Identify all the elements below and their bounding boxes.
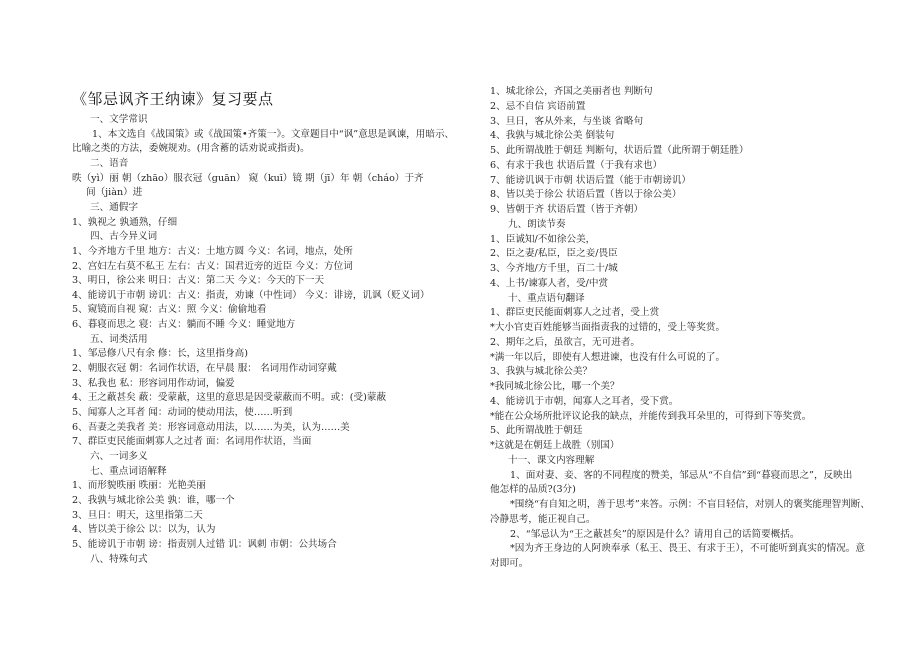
text-line: 1、本文选自《战国策》或《战国策•齐策一》。文章题目中“讽”意思是讽谏，用暗示、 xyxy=(92,128,455,140)
text-line: 2、臣之妻/私臣，臣之妾/畏臣 xyxy=(490,248,618,260)
text-line: *围绕“有自知之明，善于思考”来答。示例：不盲目轻信，对别人的褒奖能理智判断、 xyxy=(510,499,870,510)
text-line: 他怎样的品质?(3分) xyxy=(490,484,576,496)
text-line: 3、我孰与城北徐公美？ xyxy=(490,366,593,378)
text-line: 对即可。 xyxy=(490,558,529,569)
text-line: 昳（yì）丽 朝（zhāo）服衣冠（guān） 窥（kuī）镜 期（jī）年 朝（cháo）于齐 xyxy=(72,172,424,184)
text-line: 7、能谤讥讽于市朝 状语后置（能于市朝谤讥） xyxy=(490,174,692,186)
text-line: 六、一词多义 xyxy=(90,450,148,462)
text-line: 3、旦日，客从外来，与坐谈 省略句 xyxy=(490,115,644,127)
text-line: 九、朗读节奏 xyxy=(508,218,566,230)
text-line: 9、皆朝于齐 状语后置（皆于齐朝） xyxy=(490,204,644,215)
text-line: *满一年以后，即使有人想进谏，也没有什么可说的了。 xyxy=(490,351,726,363)
text-line: 5、此所谓战胜于朝廷 判断句，状语后置（此所谓于朝廷胜） xyxy=(490,145,749,156)
text-line: 七、重点词语解释 xyxy=(90,465,167,477)
text-line: 2、朝服衣冠 朝：名词作状语，在早晨 服： 名词用作动词穿戴 xyxy=(72,363,337,375)
text-line: 1、臣诚知/不如徐公美， xyxy=(490,233,596,245)
text-line: *这就是在朝廷上战胜（别国） xyxy=(490,440,620,451)
text-line: 2、宫妇左右莫不私王 左右：古义：国君近旁的近臣 今义：方位词 xyxy=(72,260,353,272)
text-line: 五、词类活用 xyxy=(90,333,148,345)
text-line: 6、有求于我也 状语后置（于我有求也） xyxy=(490,159,663,171)
text-line: 5、能谤讥于市朝 谤：指责别人过错 讥：讽刺 市朝：公共场合 xyxy=(72,538,337,550)
text-line: 3、今齐地/方千里，百二十/城 xyxy=(490,263,618,274)
text-line: 5、此所谓战胜于朝廷 xyxy=(490,425,583,437)
text-line: 3、旦日：明天，这里指第二天 xyxy=(72,509,203,521)
text-line: 4、皆以美于徐公 以：以为，认为 xyxy=(72,524,216,536)
text-line: 7、群臣吏民能面刺寡人之过者 面：名词用作状语，当面 xyxy=(72,436,312,448)
text-line: 5、闻寡人之耳者 闻：动词的使动用法，使……听到 xyxy=(72,407,293,418)
text-line: 1、孰视之 孰通熟，仔细 xyxy=(72,216,178,228)
text-line: 4、能谤讥于市朝 谤讥：古义：指责，劝谏（中性词） 今义：诽谤，讥讽（贬义词） xyxy=(72,289,430,301)
text-line: 间（jiàn）进 xyxy=(86,187,143,199)
text-line: 比喻之类的方法，委婉规劝。(用含蓄的话劝说或指责)。 xyxy=(72,143,310,155)
text-line: 1、今齐地方千里 地方：古义：土地方圆 今义：名词，地点，处所 xyxy=(72,245,353,257)
text-line: *大小官吏百姓能够当面指责我的过错的，受上等奖赏。 xyxy=(490,322,726,333)
text-line: 2、期年之后，虽欲言，无可进者。 xyxy=(490,336,641,348)
text-line: 4、能谤讥于市朝，闻寡人之耳者，受下赏。 xyxy=(490,395,679,407)
text-line: 3、私我也 私：形容词用作动词，偏爱 xyxy=(72,377,235,389)
text-line: 冷静思考，能正视自己。 xyxy=(490,513,596,525)
text-line: 1、而形貌昳丽 昳丽：光艳美丽 xyxy=(72,480,206,492)
text-line: 2、“邹忌认为“王之蔽甚矣”的原因是什么？请用自己的话简要概括。 xyxy=(510,528,800,540)
text-line: 八、特殊句式 xyxy=(90,553,148,565)
text-line: 2、忌不自信 宾语前置 xyxy=(490,100,586,112)
text-line: 4、王之蔽甚矣 蔽：受蒙蔽，这里的意思是因受蒙蔽而不明。或：(受)蒙蔽 xyxy=(72,392,387,404)
text-line: 1、邹忌修八尺有余 修：长，这里指身高) xyxy=(72,348,248,360)
text-line: 十、重点语句翻译 xyxy=(508,292,585,304)
text-line: 8、皆以美于徐公 状语后置（皆以于徐公美） xyxy=(490,189,682,201)
text-line: 2、我孰与城北徐公美 孰：谁，哪一个 xyxy=(72,494,235,506)
text-line: 四、古今异义词 xyxy=(90,231,158,243)
text-line: *我同城北徐公比，哪一个美？ xyxy=(490,381,620,392)
text-line: 4、上书/谏寡人者，受/中赏 xyxy=(490,277,609,289)
text-line: *因为齐王身边的人阿谀奉承（私王、畏王、有求于王），不可能听到真实的情况。意 xyxy=(510,543,865,555)
text-line: *能在公众场所批评议论我的缺点，并能传到我耳朵里的，可得到下等奖赏。 xyxy=(490,410,812,422)
text-line: 1、城北徐公，齐国之美丽者也 判断句 xyxy=(490,86,653,97)
text-line: 3、明日，徐公来 明日：古义：第二天 今义：今天的下一天 xyxy=(72,275,325,287)
text-line: 6、暮寝而思之 寝：古义：躺而不睡 今义：睡觉地方 xyxy=(72,319,296,331)
text-line: 1、面对妻、妾、客的不同程度的赞美，邹忌从“不自信”到“暮寝而思之”，反映出 xyxy=(510,469,853,481)
text-line: 5、窥镜而自视 窥：古义：照 今义：偷偷地看 xyxy=(72,304,267,316)
document-title: 《邹忌讽齐王纳谏》复习要点 xyxy=(72,90,274,108)
text-line: 1、群臣吏民能面刺寡人之过者，受上赏 xyxy=(490,307,660,319)
text-line: 一、文学常识 xyxy=(90,114,148,125)
text-line: 三、通假字 xyxy=(90,201,138,213)
text-line: 二、语音 xyxy=(90,157,129,169)
text-line: 6、吾妻之美我者 美：形容词意动用法，以……为美，认为……美 xyxy=(72,421,350,433)
text-line: 十一、课文内容理解 xyxy=(508,454,595,466)
text-line: 4、我孰与城北徐公美 倒装句 xyxy=(490,130,615,142)
